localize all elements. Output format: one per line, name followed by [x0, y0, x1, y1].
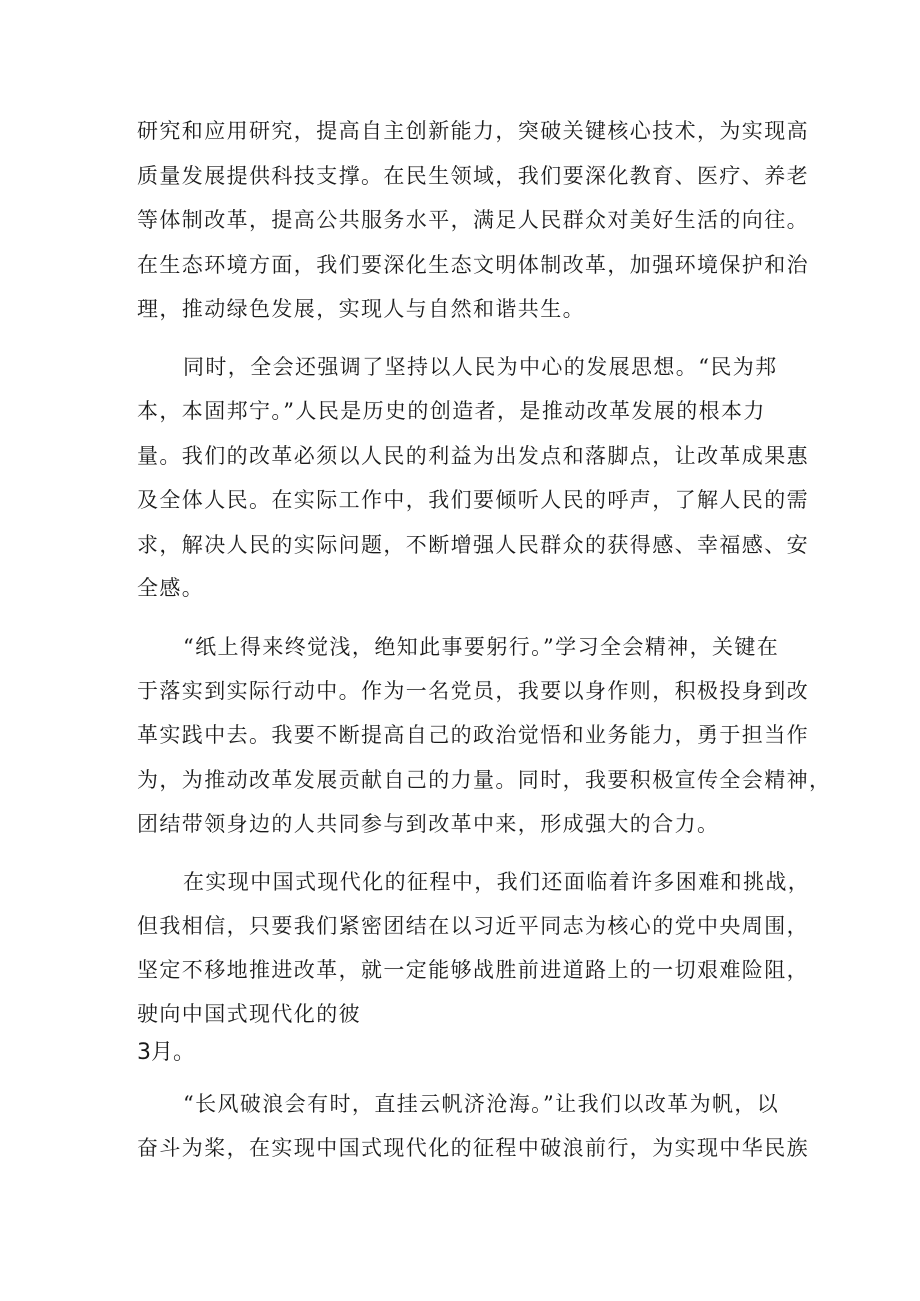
- text-line: 为，为推动改革发展贡献自己的力量。同时，我要积极宣传全会精神，: [137, 768, 832, 792]
- text-line: 奋斗为桨，在实现中国式现代化的征程中破浪前行，为实现中华民族: [137, 1136, 809, 1160]
- text-line: 理，推动绿色发展，实现人与自然和谐共生。: [137, 297, 585, 321]
- text-line: “长风破浪会有时，直挂云帆济沧海。”让我们以改革为帆，以: [183, 1092, 780, 1116]
- text-line: 革实践中去。我要不断提高自己的政治觉悟和业务能力，勇于担当作: [137, 723, 809, 747]
- text-line: 于落实到实际行动中。作为一名党员，我要以身作则，积极投身到改: [137, 679, 809, 703]
- text-line: 量。我们的改革必须以人民的利益为出发点和落脚点，让改革成果惠: [137, 444, 809, 468]
- text-line: 求，解决人民的实际问题，不断增强人民群众的获得感、幸福感、安: [137, 533, 809, 557]
- text-line: 及全体人民。在实际工作中，我们要倾听人民的呼声，了解人民的需: [137, 488, 809, 512]
- text-line: 研究和应用研究，提高自主创新能力，突破关键核心技术，为实现高: [137, 119, 809, 143]
- text-line: 等体制改革，提高公共服务水平，满足人民群众对美好生活的向往。: [137, 208, 809, 232]
- text-line: 同时，全会还强调了坚持以人民为中心的发展思想。“民为邦: [183, 355, 778, 379]
- text-line: 在生态环境方面，我们要深化生态文明体制改革，加强环境保护和治: [137, 253, 809, 277]
- text-line: 本，本固邦宁。”人民是历史的创造者，是推动改革发展的根本力: [137, 399, 766, 423]
- text-line: 团结带领身边的人共同参与到改革中来，形成强大的合力。: [137, 812, 720, 836]
- text-line: 3月。: [137, 1040, 195, 1065]
- text-line: “纸上得来终觉浅，绝知此事要躬行。”学习全会精神，关键在: [183, 635, 780, 659]
- text-line: 全感。: [137, 576, 205, 600]
- text-line: 坚定不移地推进改革，就一定能够战胜前进道路上的一切艰难险阻，: [137, 958, 809, 982]
- text-line: 质量发展提供科技支撑。在民生领域，我们要深化教育、医疗、养老: [137, 164, 809, 188]
- text-line: 驶向中国式现代化的彼: [137, 1002, 361, 1026]
- text-line: 但我相信，只要我们紧密团结在以习近平同志为核心的党中央周围，: [137, 914, 809, 938]
- text-line: 在实现中国式现代化的征程中，我们还面临着许多困难和挑战，: [183, 870, 811, 894]
